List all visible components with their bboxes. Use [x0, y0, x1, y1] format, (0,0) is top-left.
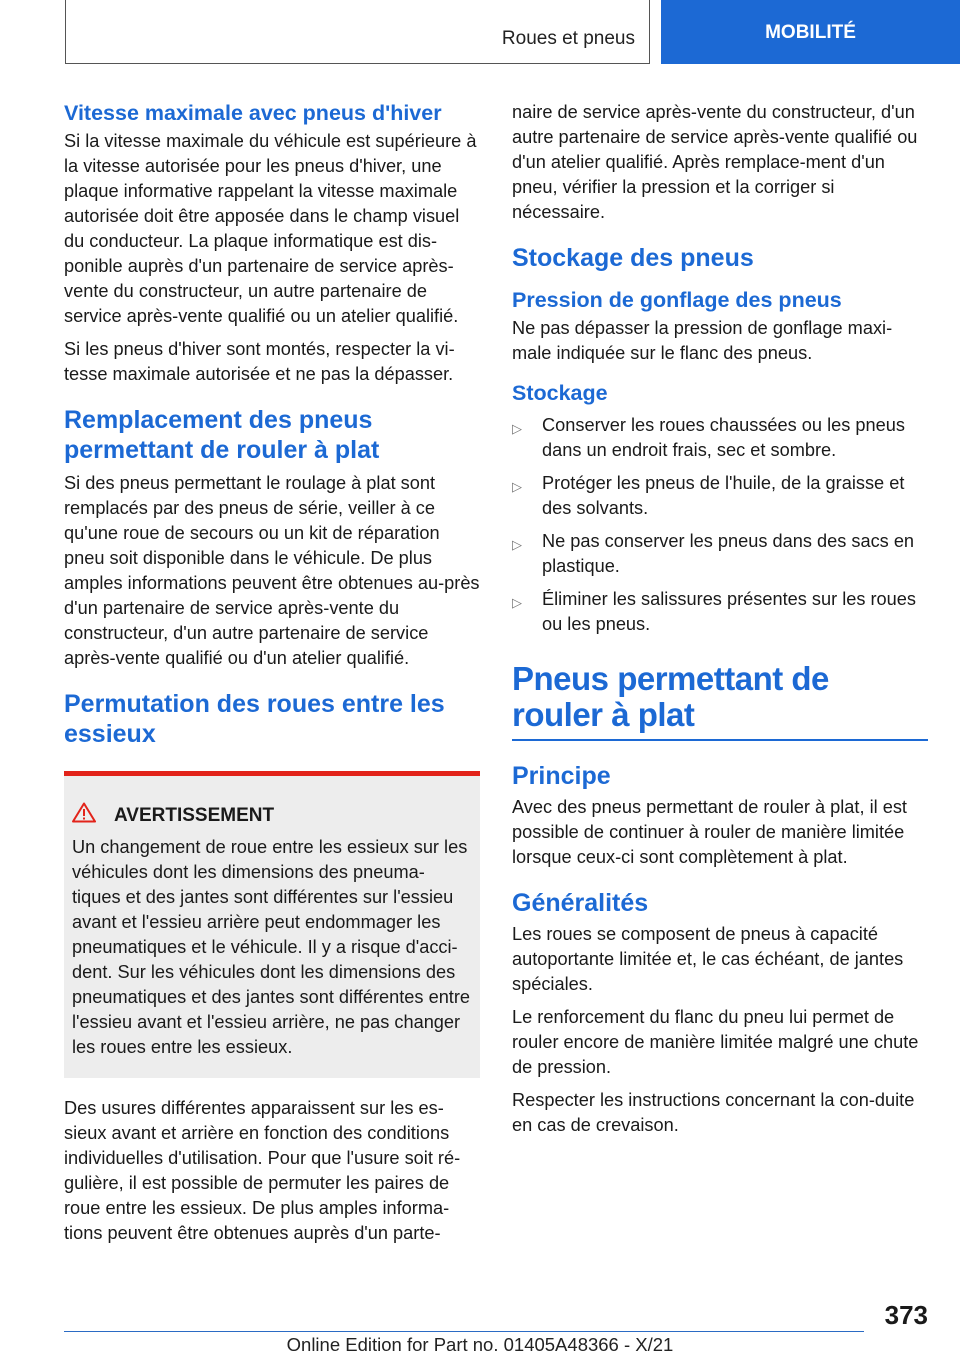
triangle-right-icon: ▷ — [512, 537, 522, 552]
heading-general: Généralités — [512, 888, 649, 917]
heading-wheel-permutation: Permutation des roues entre les essieux — [64, 690, 445, 748]
heading-winter-speed: Vitesse maximale avec pneus d'hiver — [64, 101, 442, 125]
heading-tire-storage: Stockage des pneus — [512, 244, 754, 272]
paragraph: Le renforcement du flanc du pneu lui permet de rouler encore de manière limitée malgré une chute de pression. — [512, 1006, 919, 1077]
warning-triangle-icon — [72, 802, 114, 829]
footer-rule — [64, 1331, 864, 1332]
right-column — [512, 100, 928, 1146]
list-item: ▷ Protéger les pneus de l'huile, de la graisse et des solvants. — [512, 471, 928, 521]
heading-principle: Principe — [512, 761, 611, 790]
warning-heading — [72, 802, 472, 829]
triangle-right-icon: ▷ — [512, 595, 522, 610]
heading-rule — [512, 739, 928, 741]
paragraph: Avec des pneus permettant de rouler à plat, il est possible de continuer à rouler de manière limitée lorsque ceux-ci sont complètement à plat. — [512, 796, 907, 867]
paragraph: Ne pas dépasser la pression de gonflage maxi-male indiquée sur le flanc des pneus. — [512, 318, 893, 363]
warning-text: Un changement de roue entre les essieux sur les véhicules dont les dimensions des pneuma-tiques et des jantes sont différentes sur l'essieu avant et l'essieu arrière peut endommager les pneumatiques et le véhicule. Il y a risque d'acci-dent. Sur les véhicules dont les dimensions des pneumatiques et des jantes sont différentes entre l'essieu avant et l'essieu arrière, ne pas changer les roues entre les essieux. — [72, 837, 471, 1057]
paragraph: Des usures différentes apparaissent sur les es-sieux avant et arrière en fonction des conditions individuelles d'utilisation. Pour que l'usure soit ré-gulière, il est possible de permuter les paires de roue entre les essieux. De plus amples informa-tions peuvent être obtenues auprès d'un parte- — [64, 1098, 461, 1243]
paragraph: Les roues se composent de pneus à capacité autoportante limitée et, le cas échéant, de jantes spéciales. — [512, 923, 904, 994]
triangle-right-icon: ▷ — [512, 421, 522, 436]
warning-box — [64, 771, 480, 1078]
left-column — [64, 100, 480, 1254]
heading-storage: Stockage — [512, 381, 608, 405]
list-item: ▷ Éliminer les salissures présentes sur les roues ou les pneus. — [512, 587, 928, 637]
list-item: ▷ Ne pas conserver les pneus dans des sacs en plastique. — [512, 529, 928, 579]
triangle-right-icon: ▷ — [512, 479, 522, 494]
footer-edition: Online Edition for Part no. 01405A48366 - X/21 — [286, 1334, 674, 1355]
paragraph: naire de service après-vente du constructeur, d'un autre partenaire de service après-vente qualifié ou d'un atelier qualifié. Après remplace-ment d'un pneu, vérifier la pression et la corriger si nécessaire. — [512, 102, 918, 222]
paragraph: Si les pneus d'hiver sont montés, respecter la vi-tesse maximale autorisée et ne pas la dépasser. — [64, 339, 455, 384]
page-number: 373 — [884, 1300, 928, 1330]
paragraph: Si des pneus permettant le roulage à plat sont remplacés par des pneus de série, veiller à ce qu'une roue de secours ou un kit de réparation pneu soit disponible dans le véhicule. De plus amples informations peuvent être obtenues au-près d'un partenaire de service après-vente du constructeur, d'un autre partenaire de service après-vente qualifié ou d'un atelier qualifié. — [64, 473, 480, 668]
warning-title: AVERTISSEMENT — [114, 804, 275, 826]
section-title: Roues et pneus — [501, 28, 635, 49]
paragraph: Si la vitesse maximale du véhicule est supérieure à la vitesse autorisée pour les pneus d'hiver, une plaque informative rappelant la vitesse maximale autorisée doit être apposée dans le champ visuel du conducteur. La plaque informatique est dis-ponible auprès d'un partenaire de service après-vente du constructeur, un autre partenaire de service après-vente qualifié ou un atelier qualifié. — [64, 131, 477, 326]
heading-runflat-replacement: Remplacement des pneus permettant de rouler à plat — [64, 406, 380, 464]
storage-list — [512, 413, 928, 637]
chapter-tab[interactable]: MOBILITÉ — [661, 0, 960, 64]
heading-inflation-pressure: Pression de gonflage des pneus — [512, 288, 842, 312]
list-item: ▷ Conserver les roues chaussées ou les pneus dans un endroit frais, sec et sombre. — [512, 413, 928, 463]
heading-runflat-tires: Pneus permettant de rouler à plat — [512, 660, 829, 733]
paragraph: Respecter les instructions concernant la con-duite en cas de crevaison. — [512, 1089, 915, 1135]
